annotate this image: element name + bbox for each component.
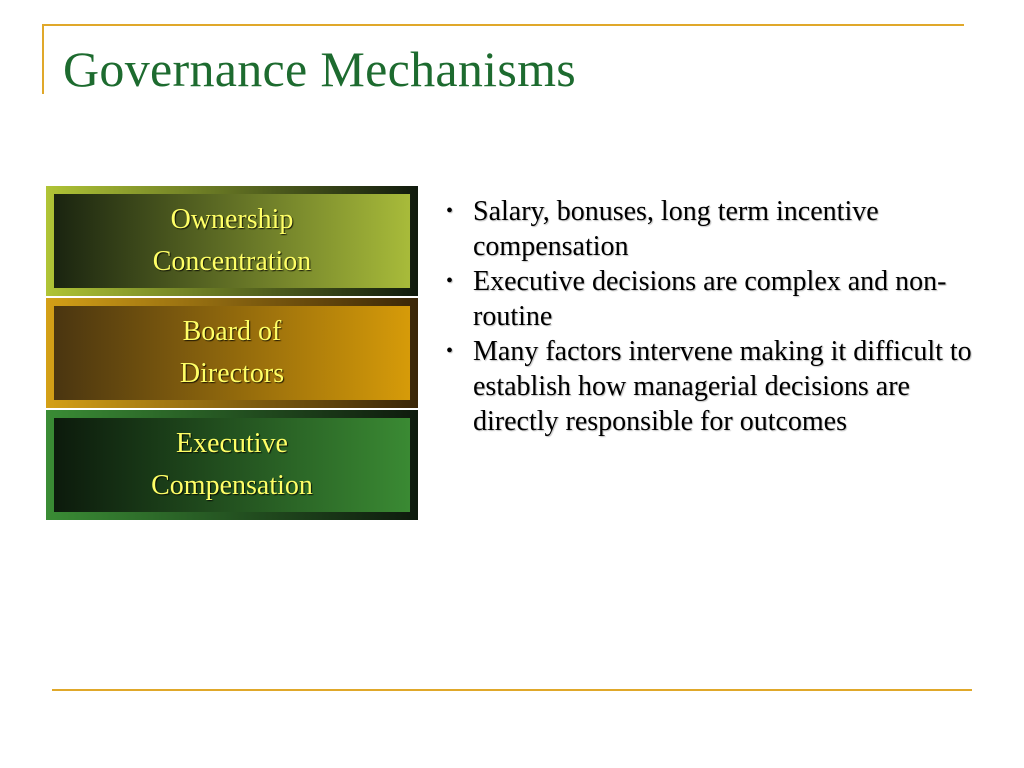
executive-compensation-panel	[54, 418, 410, 512]
bullet-list	[446, 194, 991, 439]
bullet-icon: •	[446, 200, 454, 222]
board-label-line1: Board of	[182, 316, 282, 347]
bullet-item	[446, 264, 991, 334]
board-label-line2: Directors	[179, 358, 285, 389]
bullet-text: Salary, bonuses, long term incentive compensation	[473, 196, 879, 262]
ownership-concentration-panel	[54, 194, 410, 288]
ownership-label-line1: Ownership	[170, 204, 294, 235]
left-rule	[42, 24, 44, 94]
board-of-directors-label	[180, 311, 284, 395]
ownership-label-line2: Concentration	[152, 246, 312, 277]
top-rule	[42, 24, 964, 26]
bullet-item	[446, 194, 991, 264]
ownership-concentration-label	[153, 199, 312, 283]
executive-compensation-box	[46, 410, 418, 520]
bullet-text: Many factors intervene making it difficult to establish how managerial decisions are directly responsible for outcomes	[473, 336, 972, 437]
executive-label-line1: Executive	[176, 428, 288, 459]
slide-title: Governance Mechanisms	[63, 41, 577, 97]
bullet-text: Executive decisions are complex and non-routine	[473, 266, 947, 332]
executive-compensation-label	[151, 423, 313, 507]
bullet-icon: •	[446, 340, 454, 362]
executive-label-line2: Compensation	[151, 470, 313, 501]
board-of-directors-panel	[54, 306, 410, 400]
bullet-item	[446, 334, 991, 439]
board-of-directors-box	[46, 298, 418, 408]
bottom-rule	[52, 689, 972, 691]
bullet-icon: •	[446, 270, 454, 292]
ownership-concentration-box	[46, 186, 418, 296]
